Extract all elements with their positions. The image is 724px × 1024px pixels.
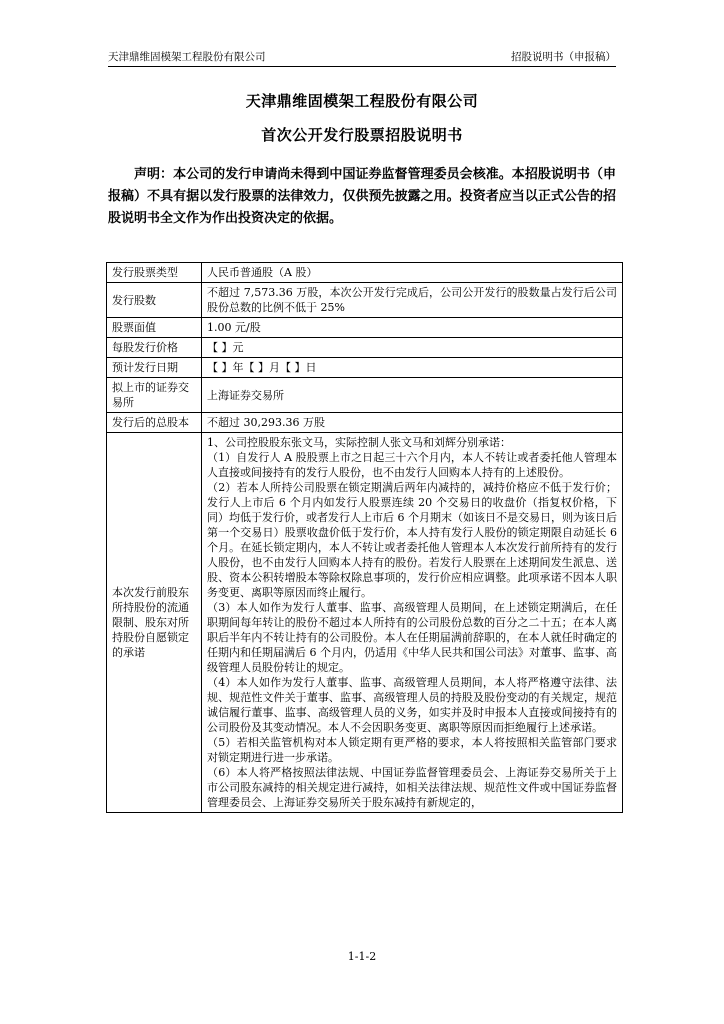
table-row (107, 283, 623, 318)
row-label: 发行股数 (107, 283, 202, 318)
lockup-paragraph: （5）若相关监管机构对本人锁定期有更严格的要求，本人将按照相关监管部门要求对锁定期进行进一步承诺。 (207, 736, 617, 764)
lockup-paragraph: （2）若本人所持公司股票在锁定期满后两年内减持的，减持价格应不低于发行价；发行人上市后 6 个月内如发行人股票连续 20 个交易日的收盘价（指复权价格，下同）均低于发行价，或者发行人上市后 6 个月期末（如该日不是交易日，则为该日后第一个交易日）股票收盘价低于发行价，本人持有发行人股份的锁定期限自动延长 6 个月。在延长锁定期内，本人不转让或者委托他人管理本人本次发行前所持有的发行人股份，也不由发行人回购本人持有的股份。若发行人股票在上述期间发生派息、送股、资本公积转增股本等除权除息事项的，发行价应相应调整。此项承诺不因本人职务变更、离职等原因而终止履行。 (207, 481, 617, 599)
row-value: 1.00 元/股 (202, 318, 623, 338)
row-label: 拟上市的证券交易所 (107, 378, 202, 413)
disclaimer-statement: 声明：本公司的发行申请尚未得到中国证券监督管理委员会核准。本招股说明书（申报稿）不具有据以发行股票的法律效力，仅供预先披露之用。投资者应当以正式公告的招股说明书全文作为作出投资决定的依据。 (108, 167, 616, 226)
row-label: 股票面值 (107, 318, 202, 338)
company-title: 天津鼎维固模架工程股份有限公司 (245, 92, 479, 110)
row-label: 预计发行日期 (107, 358, 202, 378)
row-value: 不超过 30,293.36 万股 (202, 413, 623, 433)
row-value: 上海证券交易所 (202, 378, 623, 413)
table-row (107, 263, 623, 283)
row-value: 不超过 7,573.36 万股，本次公开发行完成后，公司公开发行的股数量占发行后公司股份总数的比例不低于 25% (202, 283, 623, 318)
row-label: 发行股票类型 (107, 263, 202, 283)
table-row (107, 358, 623, 378)
document-title: 首次公开发行股票招股说明书 (261, 126, 463, 144)
running-header (108, 50, 616, 67)
header-doc-type: 招股说明书（申报稿） (511, 51, 616, 63)
row-value: 【 】年【 】月【 】日 (202, 358, 623, 378)
lockup-paragraph: （4）本人如作为发行人董事、监事、高级管理人员期间，本人将严格遵守法律、法规、规范性文件关于董事、监事、高级管理人员的持股及股份变动的有关规定，规范诚信履行董事、监事、高级管理人员的义务，如实并及时申报本人直接或间接持有的公司股份及其变动情况。本人不会因职务变更、离职等原因而拒绝履行上述承诺。 (207, 676, 617, 734)
table-row-lockup (107, 433, 623, 813)
table-row (107, 378, 623, 413)
row-label: 发行后的总股本 (107, 413, 202, 433)
table-row (107, 413, 623, 433)
lockup-paragraph: （1）自发行人 A 股股票上市之日起三十六个月内，本人不转让或者委托他人管理本人直接或间接持有的发行人股份，也不由发行人回购本人持有的上述股份。 (207, 451, 617, 479)
lockup-label: 本次发行前股东所持股份的流通限制、股东对所持股份自愿锁定的承诺 (107, 433, 202, 813)
lockup-paragraph: （6）本人将严格按照法律法规、中国证券监督管理委员会、上海证券交易所关于上市公司股东减持的相关规定进行减持，如相关法律法规、规范性文件或中国证券监督管理委员会、上海证券交易所关于股东减持有新规定的， (207, 766, 617, 809)
row-label: 每股发行价格 (107, 338, 202, 358)
lockup-paragraph: 1、公司控股股东张文马，实际控制人张文马和刘辉分别承诺： (207, 436, 511, 449)
table-row (107, 338, 623, 358)
lockup-commitments (202, 433, 623, 813)
offering-summary-table (106, 262, 623, 813)
row-value: 人民币普通股（A 股） (202, 263, 623, 283)
table-row (107, 318, 623, 338)
page-number: 1-1-2 (347, 950, 377, 963)
lockup-paragraph: （3）本人如作为发行人董事、监事、高级管理人员期间，在上述锁定期满后，在任职期间每年转让的股份不超过本人所持有的公司股份总数的百分之二十五；在本人离职后半年内不转让持有的公司股份。本人在任期届满前辞职的，在本人就任时确定的任期内和任期届满后 6 个月内，仍适用《中华人民共和国公司法》对董事、监事、高级管理人员股份转让的规定。 (207, 601, 617, 674)
header-company: 天津鼎维固模架工程股份有限公司 (108, 51, 266, 63)
row-value: 【 】元 (202, 338, 623, 358)
